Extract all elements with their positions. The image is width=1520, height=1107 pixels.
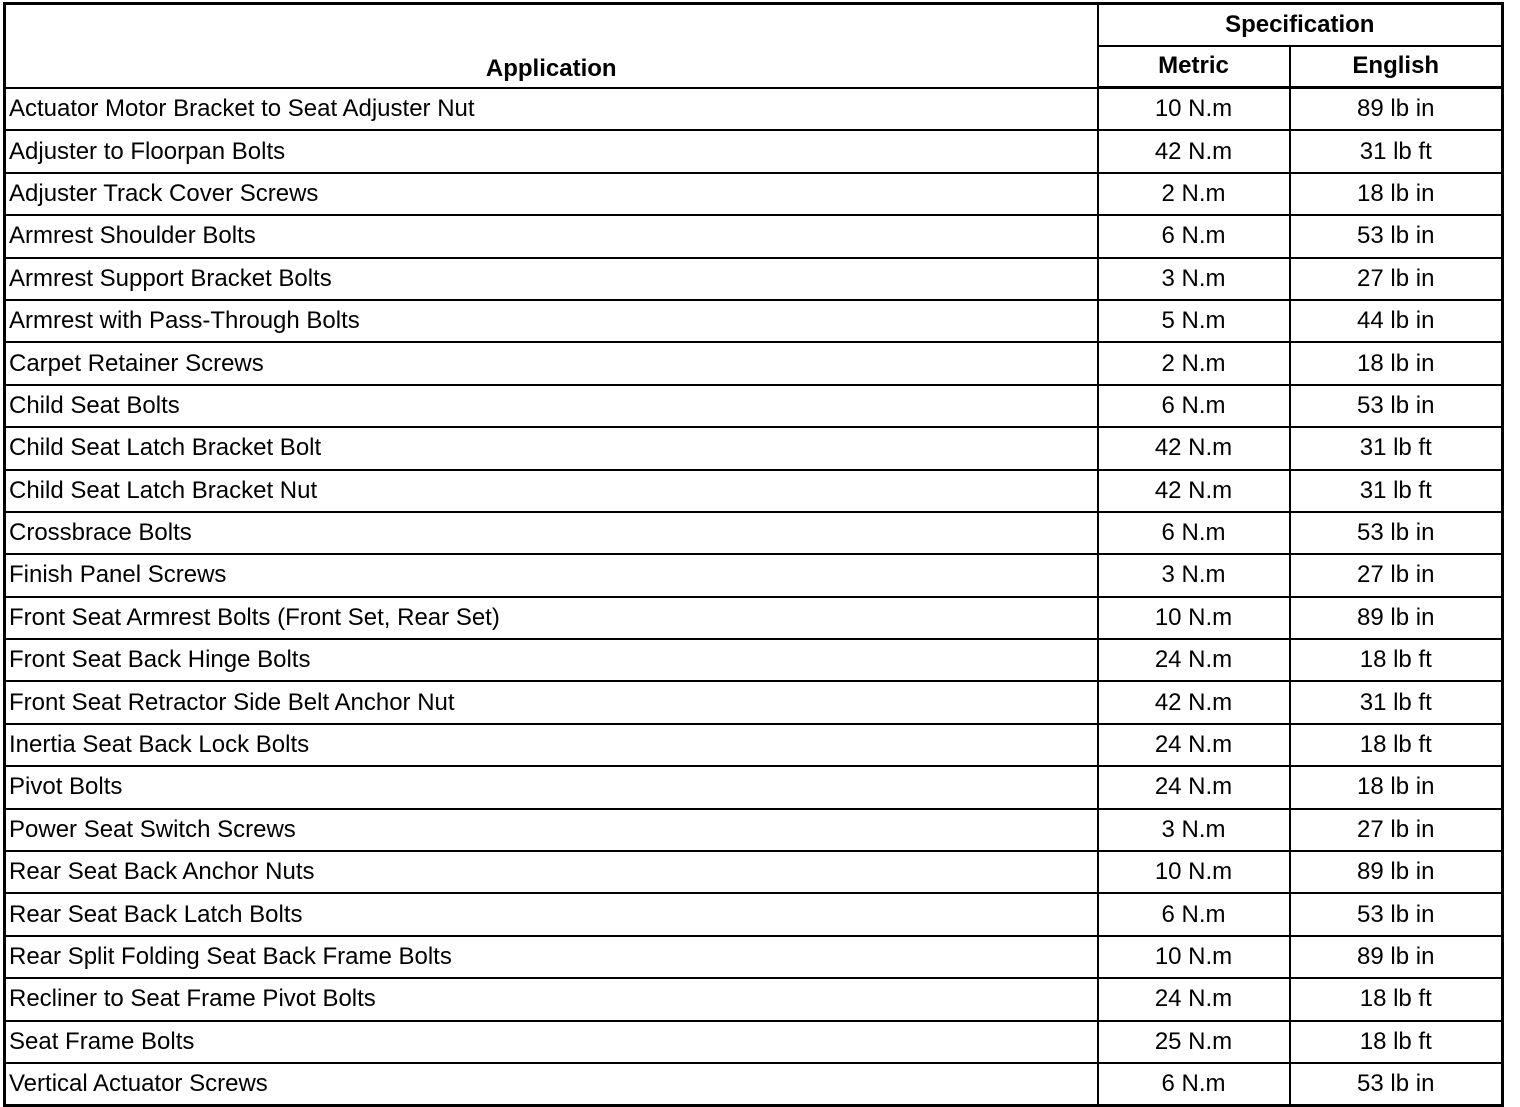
table-row: [5, 639, 1503, 681]
english-value-cell: 18 lb in: [1290, 766, 1503, 808]
english-value-cell: 53 lb in: [1290, 215, 1503, 257]
specification-column-header: Specification: [1098, 4, 1503, 46]
application-cell: Child Seat Latch Bracket Bolt: [5, 427, 1098, 469]
english-value-cell: 31 lb ft: [1290, 130, 1503, 172]
english-value-cell: 18 lb ft: [1290, 639, 1503, 681]
english-value-cell: 89 lb in: [1290, 851, 1503, 893]
english-value-cell: 89 lb in: [1290, 597, 1503, 639]
metric-value-cell: 42 N.m: [1098, 681, 1290, 723]
metric-value-cell: 6 N.m: [1098, 1063, 1290, 1106]
application-cell: Front Seat Retractor Side Belt Anchor Nut: [5, 681, 1098, 723]
english-value-cell: 31 lb ft: [1290, 427, 1503, 469]
table-row: [5, 851, 1503, 893]
table-row: [5, 936, 1503, 978]
application-cell: Seat Frame Bolts: [5, 1021, 1098, 1063]
application-cell: Child Seat Bolts: [5, 385, 1098, 427]
table-row: [5, 88, 1503, 131]
table-row: [5, 809, 1503, 851]
english-column-header: English: [1290, 46, 1503, 88]
application-cell: Actuator Motor Bracket to Seat Adjuster Nut: [5, 88, 1098, 131]
application-cell: Front Seat Back Hinge Bolts: [5, 639, 1098, 681]
metric-column-header: Metric: [1098, 46, 1290, 88]
metric-value-cell: 6 N.m: [1098, 215, 1290, 257]
table-row: [5, 1021, 1503, 1063]
metric-value-cell: 10 N.m: [1098, 597, 1290, 639]
english-value-cell: 44 lb in: [1290, 300, 1503, 342]
application-cell: Recliner to Seat Frame Pivot Bolts: [5, 978, 1098, 1020]
application-cell: Power Seat Switch Screws: [5, 809, 1098, 851]
metric-value-cell: 24 N.m: [1098, 978, 1290, 1020]
fastener-specification-table: [3, 2, 1504, 1107]
metric-value-cell: 6 N.m: [1098, 512, 1290, 554]
application-cell: Rear Split Folding Seat Back Frame Bolts: [5, 936, 1098, 978]
table-row: [5, 342, 1503, 384]
application-cell: Adjuster Track Cover Screws: [5, 173, 1098, 215]
metric-value-cell: 6 N.m: [1098, 893, 1290, 935]
table-row: [5, 766, 1503, 808]
metric-value-cell: 24 N.m: [1098, 766, 1290, 808]
metric-value-cell: 10 N.m: [1098, 88, 1290, 131]
header-row-top: [5, 4, 1503, 46]
table-row: [5, 258, 1503, 300]
metric-value-cell: 5 N.m: [1098, 300, 1290, 342]
metric-value-cell: 10 N.m: [1098, 851, 1290, 893]
metric-value-cell: 2 N.m: [1098, 342, 1290, 384]
english-value-cell: 53 lb in: [1290, 1063, 1503, 1106]
application-cell: Rear Seat Back Latch Bolts: [5, 893, 1098, 935]
application-cell: Rear Seat Back Anchor Nuts: [5, 851, 1098, 893]
metric-value-cell: 42 N.m: [1098, 470, 1290, 512]
table-row: [5, 1063, 1503, 1106]
metric-value-cell: 3 N.m: [1098, 258, 1290, 300]
english-value-cell: 31 lb ft: [1290, 470, 1503, 512]
english-value-cell: 18 lb ft: [1290, 978, 1503, 1020]
english-value-cell: 89 lb in: [1290, 88, 1503, 131]
metric-value-cell: 3 N.m: [1098, 809, 1290, 851]
table-row: [5, 893, 1503, 935]
application-cell: Carpet Retainer Screws: [5, 342, 1098, 384]
table-row: [5, 470, 1503, 512]
table-row: [5, 681, 1503, 723]
table-row: [5, 173, 1503, 215]
table-row: [5, 130, 1503, 172]
table-row: [5, 512, 1503, 554]
english-value-cell: 27 lb in: [1290, 258, 1503, 300]
english-value-cell: 53 lb in: [1290, 512, 1503, 554]
table-row: [5, 597, 1503, 639]
metric-value-cell: 24 N.m: [1098, 724, 1290, 766]
english-value-cell: 18 lb in: [1290, 342, 1503, 384]
table-row: [5, 978, 1503, 1020]
metric-value-cell: 42 N.m: [1098, 130, 1290, 172]
table-row: [5, 215, 1503, 257]
application-cell: Crossbrace Bolts: [5, 512, 1098, 554]
metric-value-cell: 6 N.m: [1098, 385, 1290, 427]
metric-value-cell: 24 N.m: [1098, 639, 1290, 681]
metric-value-cell: 2 N.m: [1098, 173, 1290, 215]
table-header: [5, 4, 1503, 88]
metric-value-cell: 42 N.m: [1098, 427, 1290, 469]
english-value-cell: 53 lb in: [1290, 893, 1503, 935]
application-cell: Finish Panel Screws: [5, 554, 1098, 596]
application-column-header: Application: [5, 4, 1098, 88]
table-body: [5, 88, 1503, 1106]
table-row: [5, 385, 1503, 427]
table-row: [5, 554, 1503, 596]
table-row: [5, 300, 1503, 342]
table-row: [5, 427, 1503, 469]
application-cell: Inertia Seat Back Lock Bolts: [5, 724, 1098, 766]
application-cell: Armrest Shoulder Bolts: [5, 215, 1098, 257]
application-cell: Adjuster to Floorpan Bolts: [5, 130, 1098, 172]
english-value-cell: 53 lb in: [1290, 385, 1503, 427]
application-cell: Armrest Support Bracket Bolts: [5, 258, 1098, 300]
application-cell: Child Seat Latch Bracket Nut: [5, 470, 1098, 512]
application-cell: Armrest with Pass-Through Bolts: [5, 300, 1098, 342]
application-cell: Front Seat Armrest Bolts (Front Set, Rear Set): [5, 597, 1098, 639]
english-value-cell: 18 lb ft: [1290, 724, 1503, 766]
english-value-cell: 27 lb in: [1290, 809, 1503, 851]
english-value-cell: 31 lb ft: [1290, 681, 1503, 723]
table-row: [5, 724, 1503, 766]
application-cell: Pivot Bolts: [5, 766, 1098, 808]
metric-value-cell: 25 N.m: [1098, 1021, 1290, 1063]
english-value-cell: 27 lb in: [1290, 554, 1503, 596]
english-value-cell: 18 lb ft: [1290, 1021, 1503, 1063]
english-value-cell: 89 lb in: [1290, 936, 1503, 978]
metric-value-cell: 3 N.m: [1098, 554, 1290, 596]
english-value-cell: 18 lb in: [1290, 173, 1503, 215]
application-cell: Vertical Actuator Screws: [5, 1063, 1098, 1106]
metric-value-cell: 10 N.m: [1098, 936, 1290, 978]
